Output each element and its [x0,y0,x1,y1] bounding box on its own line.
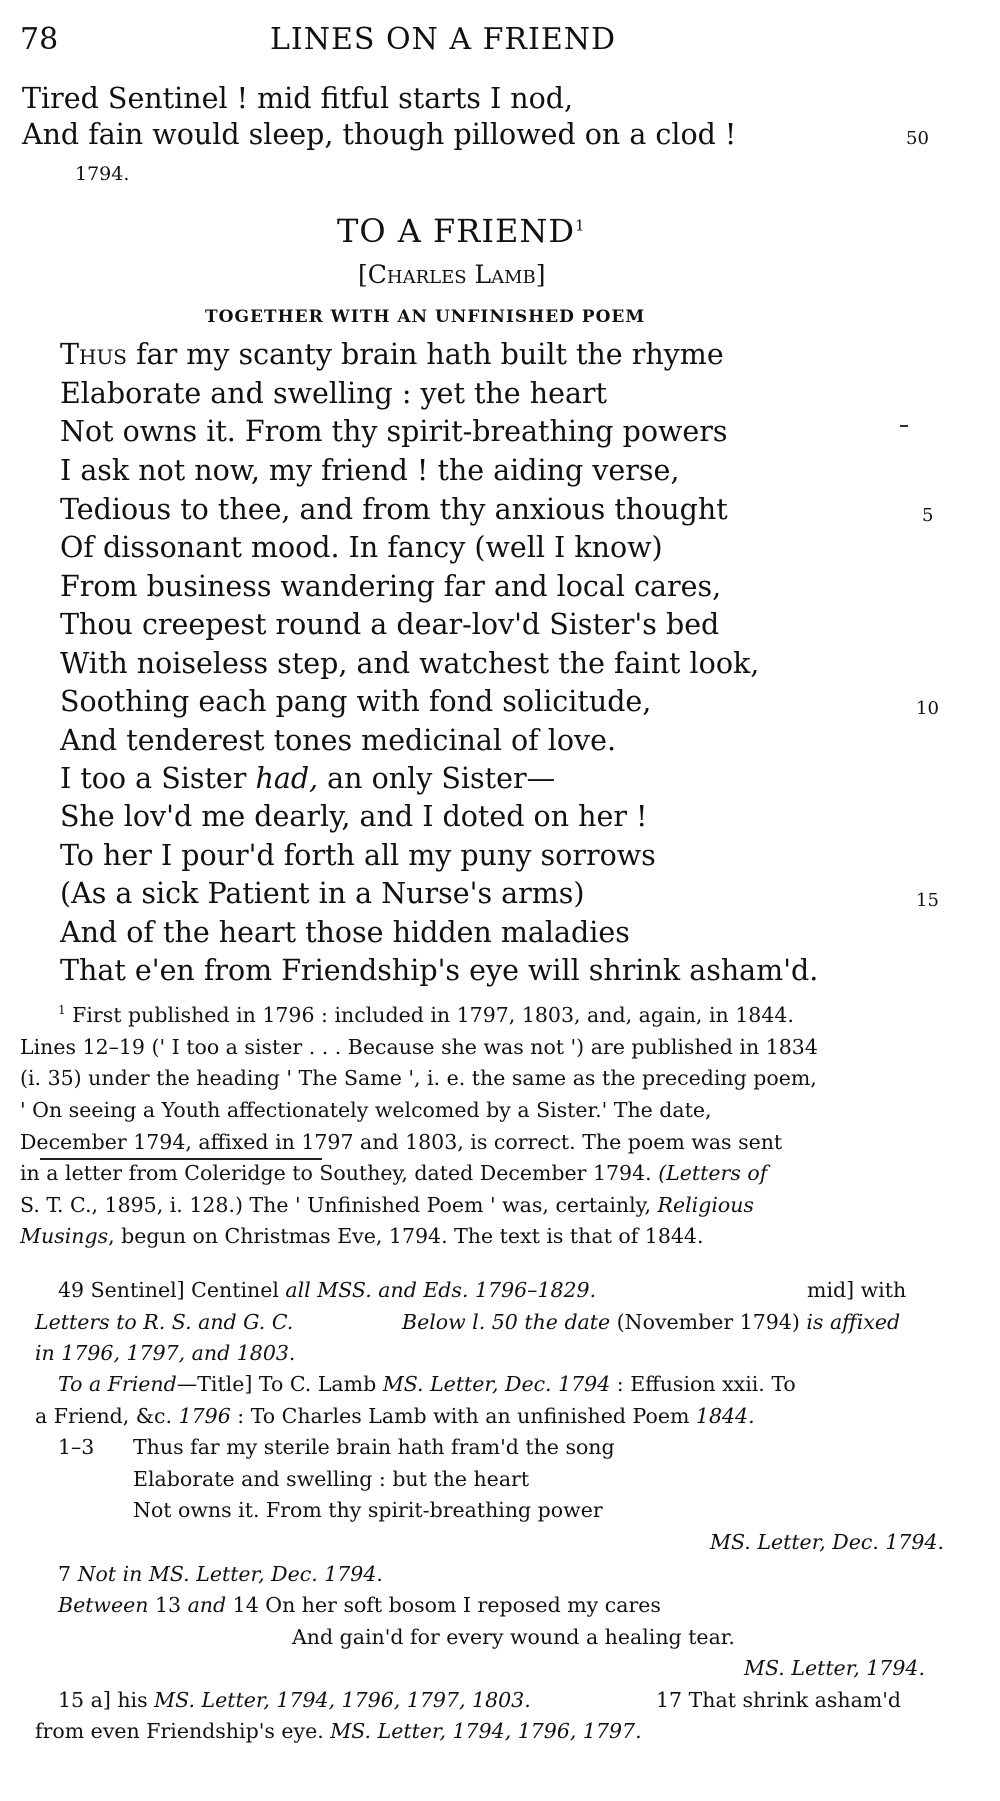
poem-line: Not owns it. From thy spirit-breathing powers [60,415,728,448]
apparatus-italic: is affixed [806,1310,901,1334]
apparatus-text: a Friend, &c. [35,1404,179,1428]
apparatus-text: 49 Sentinel] Centinel [58,1278,286,1302]
poem-line: Soothing each pang with fond solicitude, [60,685,652,718]
footnote-mark: 1 [58,1003,66,1018]
apparatus-italic: Below l. 50 the date [402,1310,617,1334]
poem-line-text: I too a Sister [60,762,256,795]
apparatus-line [58,1593,661,1617]
apparatus-variant: And gain'd for every wound a healing tear. [292,1625,735,1649]
apparatus-text: 7 [58,1562,78,1586]
footnote-text: in a letter from Coleridge to Southey, dated December 1794. [20,1161,659,1185]
poem-line: That e'en from Friendship's eye will shrink asham'd. [60,954,819,987]
line-number: 50 [906,128,929,149]
poem-line-12 [60,762,555,795]
apparatus-text: 15 a] his [58,1688,155,1712]
poem-first-word: Thus [60,338,128,371]
poem-line: Tedious to thee, and from thy anxious thought [60,493,728,526]
footnote-line [20,1224,704,1248]
poem-line: She lov'd me dearly, and I doted on her ! [60,800,648,833]
ink-mark [900,425,908,427]
apparatus-text: On her soft bosom I reposed my cares [265,1593,661,1617]
apparatus-line [58,1688,531,1712]
apparatus-text: 17 That shrink asham'd [656,1688,902,1712]
poem-line: And of the heart those hidden maladies [60,916,630,949]
footnote-line [20,1161,767,1185]
poem-line: With noiseless step, and watchest the faint look, [60,647,760,680]
apparatus-line [58,1278,596,1302]
prev-poem-date: 1794. [75,163,130,185]
prev-poem-line: And fain would sleep, though pillowed on a clod ! [22,118,737,151]
poem-line: From business wandering far and local cares, [60,570,722,603]
footnote-text: , begun on Christmas Eve, 1794. The text is that of 1844. [108,1224,704,1248]
apparatus-variant: Elaborate and swelling : but the heart [133,1467,530,1491]
apparatus-italic: Not in MS. Letter, Dec. 1794. [77,1562,383,1586]
poem-line: Of dissonant mood. In fancy (well I know) [60,531,663,564]
poem-line: And tenderest tones medicinal of love. [60,724,617,757]
apparatus-text: 13 [154,1593,188,1617]
footnote-text: First published in 1796 : included in 1797, 1803, and, again, in 1844. [65,1003,794,1027]
poem-line-1 [60,338,724,371]
poem-line: To her I pour'd forth all my puny sorrows [60,839,656,872]
apparatus-italic: 1796 [178,1404,231,1428]
apparatus-text: : To Charles Lamb with an unfinished Poem [230,1404,696,1428]
footnote-line: December 1794, affixed in 1797 and 1803, is correct. The poem was sent [20,1130,783,1154]
running-head [20,22,950,62]
footnote-reference: 1 [574,216,586,235]
apparatus-line [402,1310,900,1334]
apparatus-text: mid] with [807,1278,907,1302]
footnote-line [20,1193,754,1217]
apparatus-italic: MS. Letter, 1794, 1796, 1797. [330,1719,642,1743]
poem-line: I ask not now, my friend ! the aiding verse, [60,454,680,487]
line-number: 10 [916,698,939,719]
footnote-line: Lines 12–19 (' I too a sister . . . Because she was not ') are published in 1834 [20,1035,818,1059]
apparatus-source [710,1530,944,1554]
prev-poem-line: Tired Sentinel ! mid fitful starts I nod, [22,82,574,115]
poem-line: Thou creepest round a dear-lov'd Sister's bed [60,608,720,641]
footnote-italic: Religious [657,1193,754,1217]
poem-subtitle: [Charles Lamb] [358,260,546,289]
footnote-line: ' On seeing a Youth affectionately welcomed by a Sister.' The date, [20,1098,712,1122]
apparatus-italic: Letters to R. S. and G. C. [35,1310,294,1334]
apparatus-text: : Effusion xxii. To [610,1372,796,1396]
poem-line-text: an only Sister— [318,762,556,795]
apparatus-line [58,1562,383,1586]
apparatus-line-number: 1–3 [58,1435,95,1459]
running-title: LINES ON A FRIEND [270,22,617,57]
footnote-line: (i. 35) under the heading ' The Same ', i. e. the same as the preceding poem, [20,1066,817,1090]
apparatus-line [35,1310,293,1334]
apparatus-source [744,1656,925,1680]
apparatus-line [35,1719,642,1743]
apparatus-text: 14 [232,1593,266,1617]
apparatus-text: —Title] To C. Lamb [176,1372,383,1396]
footnote-text: S. T. C., 1895, i. 128.) The ' Unfinished Poem ' was, certainly, [20,1193,658,1217]
apparatus-variant: Not owns it. From thy spirit-breathing power [133,1498,603,1522]
poem-title [337,212,586,250]
apparatus-italic: in 1796, 1797, and 1803. [35,1341,296,1365]
footnote-italic: Musings [20,1224,109,1248]
apparatus-italic: 1844. [695,1404,755,1428]
poem-line-text: far my scanty brain hath built the rhyme [127,338,724,371]
poem-line: (As a sick Patient in a Nurse's arms) [60,877,585,910]
footnote-italic: (Letters of [658,1161,768,1185]
apparatus-italic: MS. Letter, 1794, 1796, 1797, 1803. [154,1688,531,1712]
apparatus-italic: To a Friend [58,1372,177,1396]
apparatus-line [58,1372,796,1396]
footnote-line [58,1003,794,1027]
apparatus-italic: MS. Letter, Dec. 1794 [382,1372,611,1396]
apparatus-line [35,1404,755,1428]
footnote-rule [40,1158,322,1160]
apparatus-italic: Between [58,1593,155,1617]
poem-line: Elaborate and swelling : yet the heart [60,377,608,410]
poem-italic-word: had, [255,762,319,795]
poem-title-text: TO A FRIEND [337,212,575,250]
apparatus-italic: all MSS. and Eds. 1796–1829. [285,1278,597,1302]
apparatus-italic: MS. Letter, 1794. [744,1656,925,1680]
apparatus-text: (November 1794) [616,1310,807,1334]
apparatus-italic: and [187,1593,233,1617]
line-number: 15 [916,890,939,911]
apparatus-text: from even Friendship's eye. [35,1719,331,1743]
poem-caption: TOGETHER WITH AN UNFINISHED POEM [205,307,646,327]
apparatus-variant: Thus far my sterile brain hath fram'd the song [133,1435,615,1459]
page-number: 78 [20,22,59,57]
line-number: 5 [922,505,934,526]
apparatus-line [35,1341,295,1365]
apparatus-italic: MS. Letter, Dec. 1794. [710,1530,945,1554]
